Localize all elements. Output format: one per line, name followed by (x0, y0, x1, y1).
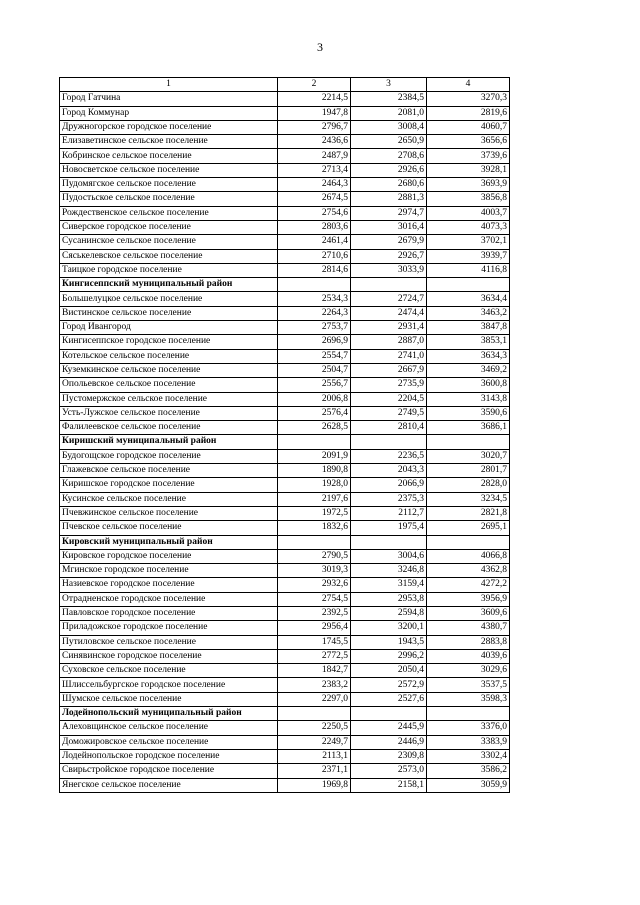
value-cell-col2: 2383,2 (278, 678, 351, 692)
table-row (60, 392, 510, 406)
value-cell-col4: 3598,3 (427, 692, 510, 706)
table-row (60, 349, 510, 363)
table-row (60, 735, 510, 749)
value-cell-col4: 3928,1 (427, 163, 510, 177)
value-cell-col4: 4073,3 (427, 220, 510, 234)
value-cell-col4: 3702,1 (427, 235, 510, 249)
settlement-name-cell: Усть-Лужское сельское поселение (60, 406, 278, 420)
value-cell-col3: 2926,7 (351, 249, 427, 263)
value-cell-col2: 2214,5 (278, 92, 351, 106)
settlement-name-cell: Фалилеевское сельское поселение (60, 421, 278, 435)
value-cell-col4: 3586,2 (427, 764, 510, 778)
value-cell-col3: 2050,4 (351, 664, 427, 678)
table-row (60, 206, 510, 220)
value-cell-col3: 2445,9 (351, 721, 427, 735)
table-row (60, 178, 510, 192)
value-cell-col2: 2392,5 (278, 606, 351, 620)
value-cell-col4: 4116,8 (427, 263, 510, 277)
value-cell-col4: 2828,0 (427, 478, 510, 492)
value-cell-col4: 3059,9 (427, 778, 510, 792)
empty-cell (278, 707, 351, 721)
column-header-2: 2 (278, 78, 351, 92)
column-header-4: 4 (427, 78, 510, 92)
value-cell-col4: 2695,1 (427, 521, 510, 535)
value-cell-col4: 3234,5 (427, 492, 510, 506)
table-row (60, 106, 510, 120)
value-cell-col4: 3029,6 (427, 664, 510, 678)
table-row (60, 421, 510, 435)
value-cell-col3: 2974,7 (351, 206, 427, 220)
settlement-name-cell: Сиверское городское поселение (60, 220, 278, 234)
value-cell-col2: 1947,8 (278, 106, 351, 120)
value-cell-col4: 3634,4 (427, 292, 510, 306)
settlement-name-cell: Сусанинское сельское поселение (60, 235, 278, 249)
settlement-name-cell: Пудомягское сельское поселение (60, 178, 278, 192)
value-cell-col4: 3020,7 (427, 449, 510, 463)
settlement-name-cell: Дружногорское городское поселение (60, 120, 278, 134)
value-cell-col2: 2487,9 (278, 149, 351, 163)
empty-cell (278, 278, 351, 292)
table-row (60, 149, 510, 163)
table-row (60, 464, 510, 478)
value-cell-col4: 3693,9 (427, 178, 510, 192)
value-cell-col4: 4362,8 (427, 564, 510, 578)
value-cell-col3: 2573,0 (351, 764, 427, 778)
value-cell-col3: 2446,9 (351, 735, 427, 749)
value-cell-col3: 3004,6 (351, 549, 427, 563)
settlement-name-cell: Пчевжинское сельское поселение (60, 506, 278, 520)
value-cell-col4: 3656,6 (427, 135, 510, 149)
settlement-name-cell: Пустомержское сельское поселение (60, 392, 278, 406)
settlement-name-cell: Янегское сельское поселение (60, 778, 278, 792)
settlement-name-cell: Город Коммунар (60, 106, 278, 120)
value-cell-col3: 2309,8 (351, 749, 427, 763)
value-cell-col3: 2474,4 (351, 306, 427, 320)
empty-cell (427, 535, 510, 549)
empty-cell (351, 707, 427, 721)
settlement-name-cell: Кусинское сельское поселение (60, 492, 278, 506)
value-cell-col2: 2556,7 (278, 378, 351, 392)
settlement-name-cell: Куземкинское сельское поселение (60, 363, 278, 377)
value-cell-col2: 2197,6 (278, 492, 351, 506)
value-cell-col4: 3856,8 (427, 192, 510, 206)
value-cell-col3: 2527,6 (351, 692, 427, 706)
settlement-name-cell: Город Гатчина (60, 92, 278, 106)
value-cell-col4: 3600,8 (427, 378, 510, 392)
value-cell-col3: 2887,0 (351, 335, 427, 349)
table-row (60, 521, 510, 535)
table-row (60, 135, 510, 149)
settlement-name-cell: Кингисеппское городское поселение (60, 335, 278, 349)
settlement-name-cell: Назиевское городское поселение (60, 578, 278, 592)
value-cell-col3: 2679,9 (351, 235, 427, 249)
value-cell-col3: 2724,7 (351, 292, 427, 306)
table-row (60, 163, 510, 177)
table-row (60, 378, 510, 392)
settlement-name-cell: Таицкое городское поселение (60, 263, 278, 277)
value-cell-col4: 4003,7 (427, 206, 510, 220)
value-cell-col3: 2594,8 (351, 606, 427, 620)
column-header-1: 1 (60, 78, 278, 92)
value-cell-col4: 2821,8 (427, 506, 510, 520)
settlement-name-cell: Рождественское сельское поселение (60, 206, 278, 220)
value-cell-col2: 1745,5 (278, 635, 351, 649)
value-cell-col2: 2754,5 (278, 592, 351, 606)
value-cell-col2: 2674,5 (278, 192, 351, 206)
value-cell-col2: 2814,6 (278, 263, 351, 277)
value-cell-col2: 2264,3 (278, 306, 351, 320)
value-cell-col4: 3376,0 (427, 721, 510, 735)
table-row (60, 335, 510, 349)
settlement-name-cell: Лодейнопольское городское поселение (60, 749, 278, 763)
value-cell-col3: 2680,6 (351, 178, 427, 192)
value-cell-col3: 2158,1 (351, 778, 427, 792)
value-cell-col3: 2926,6 (351, 163, 427, 177)
table-row (60, 406, 510, 420)
table-row (60, 235, 510, 249)
table-row (60, 192, 510, 206)
value-cell-col3: 3159,4 (351, 578, 427, 592)
section-header-row (60, 535, 510, 549)
settlement-name-cell: Пудостьское сельское поселение (60, 192, 278, 206)
value-cell-col2: 2803,6 (278, 220, 351, 234)
value-cell-col2: 2554,7 (278, 349, 351, 363)
table-row (60, 564, 510, 578)
value-cell-col4: 3939,7 (427, 249, 510, 263)
settlement-name-cell: Шлиссельбургское городское поселение (60, 678, 278, 692)
empty-cell (351, 278, 427, 292)
value-cell-col3: 3246,8 (351, 564, 427, 578)
value-cell-col2: 2713,4 (278, 163, 351, 177)
value-cell-col2: 2461,4 (278, 235, 351, 249)
table-row (60, 263, 510, 277)
value-cell-col4: 3270,3 (427, 92, 510, 106)
settlement-name-cell: Алеховщинское сельское поселение (60, 721, 278, 735)
table-row (60, 778, 510, 792)
value-cell-col3: 2650,9 (351, 135, 427, 149)
value-cell-col2: 2790,5 (278, 549, 351, 563)
value-cell-col2: 2772,5 (278, 649, 351, 663)
value-cell-col4: 3634,3 (427, 349, 510, 363)
table-row (60, 321, 510, 335)
value-cell-col3: 2066,9 (351, 478, 427, 492)
value-cell-col2: 2297,0 (278, 692, 351, 706)
table-row (60, 120, 510, 134)
value-cell-col4: 3847,8 (427, 321, 510, 335)
value-cell-col3: 2741,0 (351, 349, 427, 363)
value-cell-col2: 3019,3 (278, 564, 351, 578)
value-cell-col4: 3590,6 (427, 406, 510, 420)
value-cell-col4: 4066,8 (427, 549, 510, 563)
table-row (60, 721, 510, 735)
settlement-name-cell: Свирьстройское городское поселение (60, 764, 278, 778)
settlement-name-cell: Павловское городское поселение (60, 606, 278, 620)
section-title: Кировский муниципальный район (60, 535, 278, 549)
value-cell-col3: 1943,5 (351, 635, 427, 649)
value-cell-col2: 2091,9 (278, 449, 351, 463)
value-cell-col3: 2996,2 (351, 649, 427, 663)
settlement-name-cell: Доможировское сельское поселение (60, 735, 278, 749)
table-row (60, 306, 510, 320)
value-cell-col3: 3008,4 (351, 120, 427, 134)
table-row (60, 549, 510, 563)
settlement-name-cell: Большелуцкое сельское поселение (60, 292, 278, 306)
table-row (60, 621, 510, 635)
table-row (60, 649, 510, 663)
value-cell-col3: 2735,9 (351, 378, 427, 392)
value-cell-col4: 4039,6 (427, 649, 510, 663)
value-cell-col2: 2696,9 (278, 335, 351, 349)
settlement-name-cell: Отрадненское городское поселение (60, 592, 278, 606)
settlement-name-cell: Глажевское сельское поселение (60, 464, 278, 478)
section-title: Лодейнопольский муниципальный район (60, 707, 278, 721)
section-header-row (60, 435, 510, 449)
table-header-row (60, 78, 510, 92)
value-cell-col3: 2375,3 (351, 492, 427, 506)
section-title: Киришский муниципальный район (60, 435, 278, 449)
value-cell-col2: 1842,7 (278, 664, 351, 678)
settlement-name-cell: Кобринское сельское поселение (60, 149, 278, 163)
section-header-row (60, 278, 510, 292)
empty-cell (278, 535, 351, 549)
value-cell-col2: 2754,6 (278, 206, 351, 220)
value-cell-col3: 2810,4 (351, 421, 427, 435)
value-cell-col3: 2384,5 (351, 92, 427, 106)
settlement-name-cell: Синявинское городское поселение (60, 649, 278, 663)
value-cell-col2: 2796,7 (278, 120, 351, 134)
value-cell-col2: 2504,7 (278, 363, 351, 377)
settlement-name-cell: Будогощское городское поселение (60, 449, 278, 463)
value-cell-col2: 2753,7 (278, 321, 351, 335)
empty-cell (427, 707, 510, 721)
section-title: Кингисеппский муниципальный район (60, 278, 278, 292)
value-cell-col4: 2819,6 (427, 106, 510, 120)
empty-cell (351, 435, 427, 449)
value-cell-col2: 1832,6 (278, 521, 351, 535)
value-cell-col4: 3469,2 (427, 363, 510, 377)
value-cell-col3: 2572,9 (351, 678, 427, 692)
value-cell-col2: 2628,5 (278, 421, 351, 435)
settlement-name-cell: Пчевское сельское поселение (60, 521, 278, 535)
empty-cell (278, 435, 351, 449)
table-row (60, 492, 510, 506)
value-cell-col2: 2249,7 (278, 735, 351, 749)
table-row (60, 478, 510, 492)
section-header-row (60, 707, 510, 721)
table-row (60, 506, 510, 520)
value-cell-col3: 2236,5 (351, 449, 427, 463)
settlement-name-cell: Путиловское сельское поселение (60, 635, 278, 649)
settlement-name-cell: Опольевское сельское поселение (60, 378, 278, 392)
settlement-name-cell: Вистинское сельское поселение (60, 306, 278, 320)
value-cell-col2: 2932,6 (278, 578, 351, 592)
value-cell-col3: 2667,9 (351, 363, 427, 377)
value-cell-col2: 2371,1 (278, 764, 351, 778)
value-cell-col2: 2436,6 (278, 135, 351, 149)
value-cell-col4: 3609,6 (427, 606, 510, 620)
value-cell-col4: 3956,9 (427, 592, 510, 606)
value-cell-col3: 3200,1 (351, 621, 427, 635)
settlement-name-cell: Котельское сельское поселение (60, 349, 278, 363)
table-row (60, 606, 510, 620)
settlement-name-cell: Суховское сельское поселение (60, 664, 278, 678)
table-row (60, 92, 510, 106)
value-cell-col3: 1975,4 (351, 521, 427, 535)
table-row (60, 678, 510, 692)
value-cell-col4: 3143,8 (427, 392, 510, 406)
table-row (60, 449, 510, 463)
table-row (60, 764, 510, 778)
table-row (60, 664, 510, 678)
value-cell-col2: 2113,1 (278, 749, 351, 763)
value-cell-col2: 2464,3 (278, 178, 351, 192)
settlement-name-cell: Кировское городское поселение (60, 549, 278, 563)
value-cell-col2: 1972,5 (278, 506, 351, 520)
value-cell-col2: 2250,5 (278, 721, 351, 735)
value-cell-col4: 3302,4 (427, 749, 510, 763)
value-cell-col4: 3739,6 (427, 149, 510, 163)
table-row (60, 749, 510, 763)
value-cell-col3: 3033,9 (351, 263, 427, 277)
value-cell-col2: 2956,4 (278, 621, 351, 635)
value-cell-col3: 2204,5 (351, 392, 427, 406)
page-number: 3 (317, 40, 323, 54)
empty-cell (427, 278, 510, 292)
settlement-name-cell: Новосветское сельское поселение (60, 163, 278, 177)
data-table (59, 77, 510, 793)
table-row (60, 292, 510, 306)
value-cell-col3: 2931,4 (351, 321, 427, 335)
value-cell-col3: 2043,3 (351, 464, 427, 478)
settlement-name-cell: Мгинское городское поселение (60, 564, 278, 578)
value-cell-col4: 2883,8 (427, 635, 510, 649)
table-row (60, 578, 510, 592)
settlement-name-cell: Елизаветинское сельское поселение (60, 135, 278, 149)
value-cell-col4: 4380,7 (427, 621, 510, 635)
settlement-name-cell: Сяськелевское сельское поселение (60, 249, 278, 263)
value-cell-col2: 2006,8 (278, 392, 351, 406)
settlement-name-cell: Город Ивангород (60, 321, 278, 335)
value-cell-col3: 2081,0 (351, 106, 427, 120)
settlement-name-cell: Шумское сельское поселение (60, 692, 278, 706)
settlement-name-cell: Киришское городское поселение (60, 478, 278, 492)
settlement-name-cell: Приладожское городское поселение (60, 621, 278, 635)
table-row (60, 249, 510, 263)
value-cell-col2: 2576,4 (278, 406, 351, 420)
value-cell-col4: 4060,7 (427, 120, 510, 134)
value-cell-col4: 3383,9 (427, 735, 510, 749)
value-cell-col2: 1890,8 (278, 464, 351, 478)
value-cell-col3: 2953,8 (351, 592, 427, 606)
value-cell-col3: 3016,4 (351, 220, 427, 234)
table-row (60, 692, 510, 706)
value-cell-col2: 2710,6 (278, 249, 351, 263)
empty-cell (427, 435, 510, 449)
value-cell-col3: 2112,7 (351, 506, 427, 520)
value-cell-col4: 3686,1 (427, 421, 510, 435)
value-cell-col3: 2708,6 (351, 149, 427, 163)
value-cell-col3: 2749,5 (351, 406, 427, 420)
value-cell-col4: 3853,1 (427, 335, 510, 349)
table-row (60, 220, 510, 234)
table-row (60, 592, 510, 606)
value-cell-col2: 1969,8 (278, 778, 351, 792)
table-row (60, 363, 510, 377)
table-row (60, 635, 510, 649)
value-cell-col2: 2534,3 (278, 292, 351, 306)
value-cell-col4: 3463,2 (427, 306, 510, 320)
value-cell-col4: 4272,2 (427, 578, 510, 592)
value-cell-col3: 2881,3 (351, 192, 427, 206)
table-body (60, 78, 510, 793)
empty-cell (351, 535, 427, 549)
column-header-3: 3 (351, 78, 427, 92)
value-cell-col4: 2801,7 (427, 464, 510, 478)
value-cell-col4: 3537,5 (427, 678, 510, 692)
value-cell-col2: 1928,0 (278, 478, 351, 492)
